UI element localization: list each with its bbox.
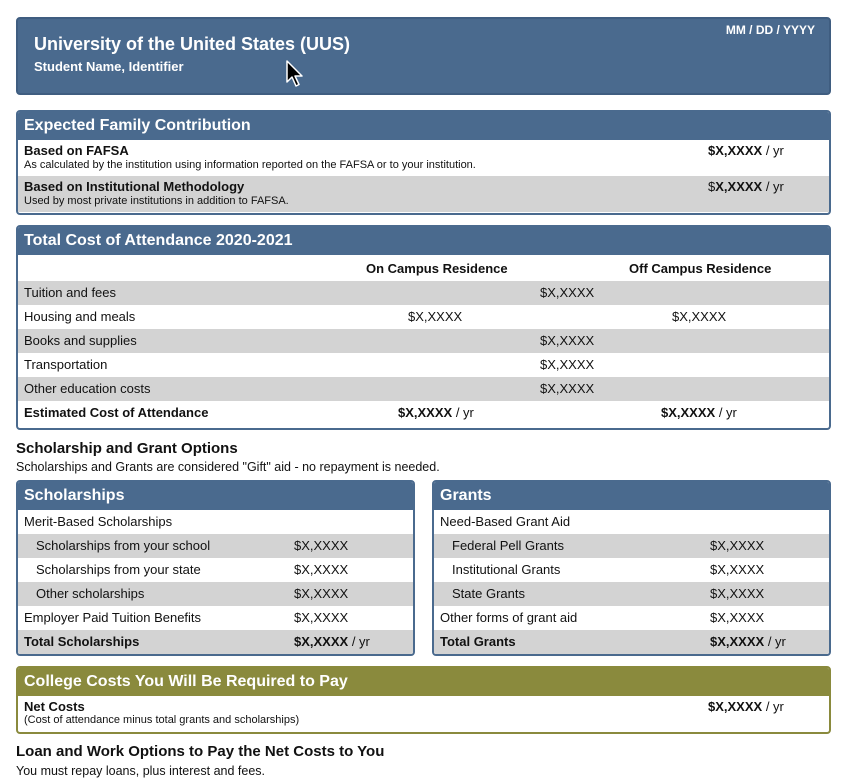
efc-desc: Used by most private institutions in addition to FAFSA. [24, 195, 289, 207]
student-name-identifier: Student Name, Identifier [34, 59, 184, 74]
efc-amount: $X,XXXX / yr [708, 143, 784, 158]
college-costs-title: College Costs You Will Be Required to Pay [18, 668, 829, 696]
efc-row-institutional [18, 176, 829, 212]
scholarship-grant-subtitle: Scholarships and Grants are considered "Gift" aid - no repayment is needed. [16, 460, 440, 474]
grants-panel [432, 480, 831, 656]
table-row: Transportation $X,XXXX [24, 357, 595, 372]
col-on-campus: On Campus Residence [366, 261, 508, 276]
efc-row-fafsa [18, 140, 829, 176]
list-item: Employer Paid Tuition Benefits $X,XXXX [24, 610, 349, 625]
list-item: Federal Pell Grants $X,XXXX [434, 534, 829, 558]
table-row: Books and supplies $X,XXXX [18, 329, 829, 353]
col-off-campus: Off Campus Residence [629, 261, 772, 276]
list-item: Other scholarships $X,XXXX [18, 582, 413, 606]
list-item: State Grants $X,XXXX [434, 582, 829, 606]
loan-work-heading: Loan and Work Options to Pay the Net Costs to You [16, 743, 385, 760]
date-field: MM / DD / YYYY [725, 23, 815, 37]
mouse-cursor-icon [285, 60, 305, 90]
scholarship-grant-heading: Scholarship and Grant Options [16, 440, 238, 457]
efc-desc: As calculated by the institution using information reported on the FAFSA or to your institution. [24, 159, 476, 171]
university-title: University of the United States (UUS) [34, 34, 351, 54]
tca-column-headers [18, 255, 829, 281]
scholarships-panel [16, 480, 415, 656]
net-costs-desc: (Cost of attendance minus total grants and scholarships) [24, 714, 300, 726]
list-item: Need-Based Grant Aid [440, 514, 571, 529]
table-row: Tuition and fees $X,XXXX [18, 281, 829, 305]
tca-title: Total Cost of Attendance 2020-2021 [18, 227, 829, 255]
scholarships-total-row: Total Scholarships $X,XXXX / yr [18, 630, 413, 654]
efc-label: Based on Institutional Methodology [24, 179, 245, 194]
list-item: Scholarships from your state $X,XXXX [36, 562, 349, 577]
net-costs-label: Net Costs [24, 699, 85, 714]
list-item: Other forms of grant aid $X,XXXX [440, 610, 765, 625]
grants-title: Grants [434, 482, 829, 510]
list-item: Scholarships from your school $X,XXXX [18, 534, 413, 558]
efc-label: Based on FAFSA [24, 143, 129, 158]
loan-work-subtitle: You must repay loans, plus interest and fees. [16, 764, 265, 778]
grants-total-row: Total Grants $X,XXXX / yr [434, 630, 829, 654]
cost-of-attendance-panel [16, 225, 831, 430]
efc-panel [16, 110, 831, 215]
college-costs-panel [16, 666, 831, 734]
table-row: Other education costs $X,XXXX [18, 377, 829, 401]
scholarships-title: Scholarships [18, 482, 413, 510]
table-row: Housing and meals $X,XXXX $X,XXXX [24, 309, 727, 324]
efc-title: Expected Family Contribution [18, 112, 829, 140]
list-item: Institutional Grants $X,XXXX [452, 562, 765, 577]
net-costs-amount: $X,XXXX / yr [708, 699, 784, 714]
list-item: Merit-Based Scholarships [24, 514, 173, 529]
efc-amount: $X,XXXX / yr [708, 179, 784, 194]
tca-total-row: Estimated Cost of Attendance $X,XXXX / yr $X,XXXX / yr [24, 405, 737, 420]
header-banner [16, 17, 831, 95]
